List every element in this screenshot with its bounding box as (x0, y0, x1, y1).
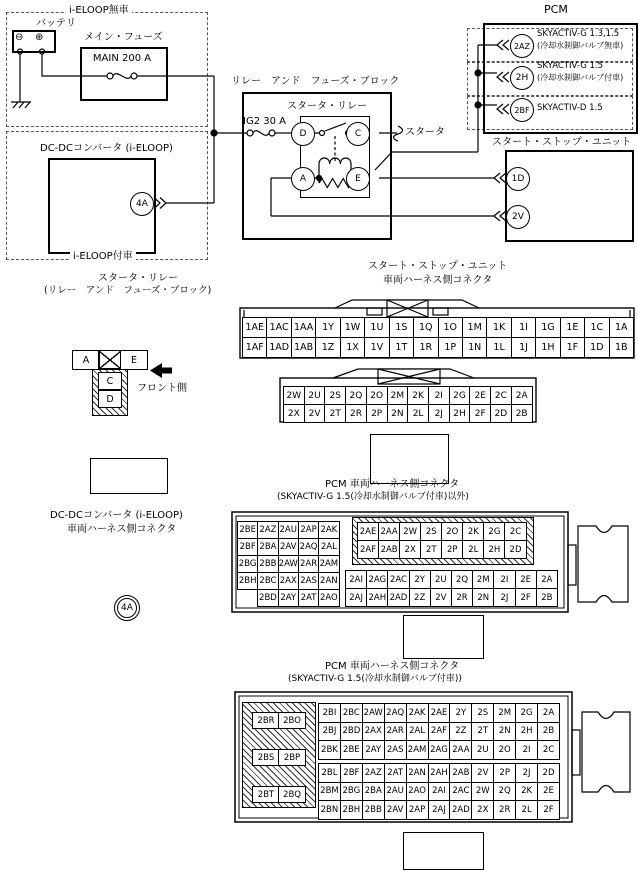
starter-label: スタータ (405, 127, 445, 138)
pin-cell: 2A (536, 571, 557, 589)
pin-cell: 2Y (450, 704, 472, 723)
pin-cell: 2B (536, 589, 557, 607)
pcm-variant-2-line2: (冷却水制御バルブ付車) (537, 73, 624, 82)
relay-pin-c: C (346, 122, 370, 146)
pin-cell: 2V (304, 405, 325, 423)
pin-cell: 2T (421, 541, 442, 559)
pin-cell: 2AB (450, 764, 472, 783)
relay-connector-pin-c: C (98, 372, 122, 390)
ssu-connector-title1: スタート・ストップ・ユニット (368, 261, 508, 272)
pin-cell: 2AM (406, 741, 428, 760)
dcdc-pin-4a: 4A (130, 192, 154, 216)
pin-cell: 1R (414, 338, 438, 358)
pcm-b-right-bottom-grid (318, 763, 560, 820)
pin-cell: 2L (463, 541, 484, 559)
pin-cell: 2I (428, 387, 449, 405)
pin-cell: 2P (442, 541, 463, 559)
pin-cell: 2S (472, 704, 494, 723)
pin-cell: 2AW (278, 556, 298, 573)
pin-cell: 1C (585, 318, 609, 338)
pin-cell: 2A (511, 387, 532, 405)
pin-cell: 2I (494, 571, 515, 589)
pin-cell: 2M (387, 387, 408, 405)
connector-in-chevron-icon (494, 211, 506, 221)
pin-cell: 2P (494, 764, 516, 783)
pin-cell: 2AL (406, 722, 428, 741)
pcm-pin-2az: 2AZ (510, 34, 534, 58)
relay-pin-e: E (346, 167, 370, 191)
mount-tab (578, 526, 628, 602)
pin-cell: 2AT (298, 590, 318, 607)
pin-cell: 1AB (291, 338, 315, 358)
pin-cell: 1P (438, 338, 462, 358)
pin-cell: 1T (389, 338, 413, 358)
front-side-label: フロント側 (137, 383, 187, 394)
pin-cell: 2C (538, 741, 560, 760)
pin-cell: 2K (408, 387, 429, 405)
pin-cell: 2W (472, 782, 494, 801)
relay-connector-keyway (98, 350, 122, 370)
pin-cell: 2BE (238, 522, 258, 539)
pin-cell: 1G (536, 318, 560, 338)
pin-cell: 1F (560, 338, 584, 358)
pin-cell: 2Z (409, 589, 430, 607)
relay-connector-title2: (リレー アンド フューズ・ブロック) (44, 285, 212, 296)
pin-cell: 2L (516, 801, 538, 820)
pcm-b-pin-2bo: 2BO (278, 712, 306, 729)
pin-cell: 2AN (406, 764, 428, 783)
pin-cell: 2AD (450, 801, 472, 820)
pcm-b-connector-icon (403, 832, 484, 870)
pin-cell: 2T (472, 722, 494, 741)
pcm-variant-1-line2: (冷却水制御バルブ無車) (537, 41, 624, 50)
pin-cell: 2AO (406, 782, 428, 801)
pin-cell: 2F (515, 589, 536, 607)
pin-cell: 2T (325, 405, 346, 423)
pin-cell: 2BH (340, 801, 362, 820)
battery-label: バッテリ (36, 18, 76, 29)
pin-cell: 2O (494, 741, 516, 760)
connector-in-chevron-icon (497, 72, 509, 82)
pin-cell: 1AE (243, 318, 267, 338)
pin-cell: 2BC (340, 704, 362, 723)
pin-cell: 1E (560, 318, 584, 338)
pin-cell: 2AQ (384, 704, 406, 723)
pin-cell: 2AG (428, 741, 450, 760)
connector-in-chevron-icon (497, 104, 509, 114)
pin-cell: 2E (470, 387, 491, 405)
pin-cell: 1Y (316, 318, 340, 338)
pin-cell: 2B (511, 405, 532, 423)
pcm-a-title1: PCM 車両ハーネス側コネクタ (325, 479, 460, 490)
pin-cell: 2H (449, 405, 470, 423)
pin-cell: 2N (473, 589, 494, 607)
pin-cell: 2A (538, 704, 560, 723)
pin-cell: 2AY (278, 590, 298, 607)
relay-pin-a: A (291, 167, 315, 191)
pcm-variant-2-line1: SKYACTIV-G 1.5 (537, 61, 603, 71)
pin-cell: 2F (470, 405, 491, 423)
ssu-pin-1d: 1D (506, 167, 530, 191)
pin-cell: 2Z (450, 722, 472, 741)
pin-cell: 2L (408, 405, 429, 423)
fuse-icon (253, 131, 269, 136)
ground-icon (11, 102, 31, 108)
pcm-variant-3-line1: SKYACTIV-D 1.5 (537, 103, 603, 113)
pin-cell: 2H (516, 722, 538, 741)
pin-cell: 2AA (379, 523, 400, 541)
pcm-a-right-top-grid (357, 522, 527, 559)
switch-blade (325, 123, 346, 131)
pcm-b-pin-2bq: 2BQ (278, 786, 306, 803)
pin-cell: 2AV (384, 801, 406, 820)
pin-cell: 1X (340, 338, 364, 358)
pin-cell: 2V (472, 764, 494, 783)
pin-cell: 2BC (258, 573, 278, 590)
pin-cell: 2AS (384, 741, 406, 760)
pin-cell: 2AR (298, 556, 318, 573)
pin-cell: 1H (536, 338, 560, 358)
main-fuse-value: MAIN 200 A (92, 53, 152, 64)
pin-cell: 2D (491, 405, 512, 423)
pin-cell: 2AG (367, 571, 388, 589)
pin-cell: 1K (487, 318, 511, 338)
pin-cell: 2AI (428, 782, 450, 801)
pcm-b-pin-2br: 2BR (252, 712, 280, 729)
dcdc-connector-pin-4a: 4A (117, 598, 137, 618)
ssu-connector-icon (370, 434, 449, 484)
ssu-title: スタート・ストップ・ユニット (492, 137, 632, 148)
pin-cell: 2BB (362, 801, 384, 820)
pin-cell: 2C (505, 523, 526, 541)
pin-cell: 2W (400, 523, 421, 541)
pin-cell: 1A (609, 318, 633, 338)
pin-cell: 1AA (291, 318, 315, 338)
with-ieloop-label: i-ELOOP付車 (70, 251, 136, 263)
pin-cell: 2AC (450, 782, 472, 801)
pin-cell: 2AD (388, 589, 409, 607)
pin-cell: 1B (609, 338, 633, 358)
dcdc-connector-title2: 車両ハーネス側コネクタ (67, 524, 177, 535)
pin-cell: 2B (538, 722, 560, 741)
pin-cell: 2BF (340, 764, 362, 783)
pin-cell: 2AU (278, 522, 298, 539)
dcdc-connector-title1: DC-DCコンバータ (i-ELOOP) (50, 510, 183, 521)
pcm-variant-1-line1: SKYACTIV-G 1.3,1.5 (537, 29, 620, 39)
pcm-a-title2: (SKYACTIV-G 1.5(冷却水制御バルブ付車)以外) (277, 492, 469, 502)
pin-cell: 1AF (243, 338, 267, 358)
pin-cell: 2AZ (258, 522, 278, 539)
relay-connector-pin-e: E (120, 350, 148, 370)
pcm-a-right-bottom-grid (345, 570, 558, 607)
pin-cell: 2U (472, 741, 494, 760)
pcm-a-connector-icon (403, 615, 484, 659)
pin-cell: 2AC (388, 571, 409, 589)
pin-cell: 2BG (340, 782, 362, 801)
mount-tab (582, 712, 630, 792)
pin-cell: 2O (366, 387, 387, 405)
pin-cell: 2BD (258, 590, 278, 607)
pin-cell: 2BA (362, 782, 384, 801)
pin-cell: 2R (451, 589, 472, 607)
pin-cell: 1W (340, 318, 364, 338)
pin-cell: 1Q (414, 318, 438, 338)
pin-cell: 2AR (384, 722, 406, 741)
pin-cell: 1U (365, 318, 389, 338)
pin-cell: 2M (473, 571, 494, 589)
pin-cell: 1Z (316, 338, 340, 358)
pin-cell: 2AP (298, 522, 318, 539)
ssu-connector-grid-1 (242, 317, 634, 358)
pin-cell: 2AU (384, 782, 406, 801)
pin-cell: 2K (516, 782, 538, 801)
relay-connector-pin-d: D (98, 390, 122, 408)
pcm-b-right-top-grid (318, 703, 560, 760)
pin-cell: 2AA (450, 741, 472, 760)
pin-cell: 2M (494, 704, 516, 723)
pin-cell: 2AF (358, 541, 379, 559)
pin-cell: 1AC (267, 318, 291, 338)
ssu-connector-title2: 車両ハーネス側コネクタ (383, 275, 493, 286)
pcm-b-title1: PCM 車両ハーネス側コネクタ (325, 661, 460, 672)
pin-cell: 2K (463, 523, 484, 541)
pcm-b-pin-2bs: 2BS (252, 749, 280, 766)
pin-cell: 2AV (278, 539, 298, 556)
pin-cell: 2C (491, 387, 512, 405)
pin-cell: 2N (494, 722, 516, 741)
empty-cell (238, 590, 258, 607)
pcm-a-left-grid (237, 521, 340, 607)
pcm-b-title2: (SKYACTIV-G 1.5(冷却水制御バルブ付車)) (288, 674, 462, 684)
pin-cell: 1AD (267, 338, 291, 358)
pin-cell: 2AI (346, 571, 367, 589)
ssu-connector-grid-2 (283, 386, 533, 423)
pin-cell: 2BI (319, 704, 341, 723)
pin-cell: 2R (346, 405, 367, 423)
pin-cell: 2BF (238, 539, 258, 556)
pin-cell: 2X (400, 541, 421, 559)
pin-cell: 2AZ (362, 764, 384, 783)
pin-cell: 2V (430, 589, 451, 607)
pin-cell: 2BA (258, 539, 278, 556)
pin-cell: 2X (472, 801, 494, 820)
pin-cell: 2BK (319, 741, 341, 760)
pin-cell: 2AS (298, 573, 318, 590)
pin-cell: 2G (449, 387, 470, 405)
pin-cell: 2F (538, 801, 560, 820)
pin-cell: 2AJ (346, 589, 367, 607)
pin-cell: 2O (442, 523, 463, 541)
pin-cell: 2AW (362, 704, 384, 723)
pin-cell: 2BN (319, 801, 341, 820)
pin-cell: 2BJ (319, 722, 341, 741)
pin-cell: 2AE (358, 523, 379, 541)
pin-cell: 2AX (278, 573, 298, 590)
pin-cell: 2AT (384, 764, 406, 783)
pin-cell: 2S (325, 387, 346, 405)
pin-cell: 2AN (319, 573, 339, 590)
pin-cell: 2G (484, 523, 505, 541)
pin-cell: 1J (511, 338, 535, 358)
relay-connector-pin-a: A (72, 350, 100, 370)
pin-cell: 1V (365, 338, 389, 358)
pin-cell: 2Q (494, 782, 516, 801)
pin-cell: 2D (538, 764, 560, 783)
pin-cell: 2D (505, 541, 526, 559)
pin-cell: 2AO (319, 590, 339, 607)
pin-cell: 2BB (258, 556, 278, 573)
pcm-title: PCM (544, 3, 568, 16)
pin-cell: 2H (484, 541, 505, 559)
pin-cell: 2G (516, 704, 538, 723)
battery-minus-icon: ⊖ (15, 32, 24, 43)
pin-cell: 2BE (340, 741, 362, 760)
pin-cell: 2BH (238, 573, 258, 590)
pin-cell: 1S (389, 318, 413, 338)
pin-cell: 2U (430, 571, 451, 589)
relay-block-label: リレー アンド フューズ・ブロック (231, 76, 400, 87)
pcm-pin-2h: 2H (510, 66, 534, 90)
pin-cell: 2BG (238, 556, 258, 573)
pin-cell: 1O (438, 318, 462, 338)
pin-cell: 2AH (367, 589, 388, 607)
pin-cell: 2AH (428, 764, 450, 783)
connector-in-chevron-icon (494, 173, 506, 183)
pin-cell: 2P (366, 405, 387, 423)
pin-cell: 2J (428, 405, 449, 423)
pin-cell: 2AK (406, 704, 428, 723)
pin-cell: 2AE (428, 704, 450, 723)
pin-cell: 2BD (340, 722, 362, 741)
connector-in-chevron-icon (497, 40, 509, 50)
main-fuse-label: メイン・フューズ (84, 32, 163, 43)
pin-cell: 1N (462, 338, 486, 358)
pin-cell: 2S (421, 523, 442, 541)
battery-main-wires (11, 49, 217, 209)
starter-relay-label: スタータ・リレー (287, 101, 367, 112)
pin-cell: 2Y (409, 571, 430, 589)
pin-cell: 2E (515, 571, 536, 589)
ig2-fuse-label: IG2 30 A (243, 116, 286, 127)
pin-cell: 2AP (406, 801, 428, 820)
no-ieloop-label: i-ELOOP無車 (66, 5, 132, 17)
pin-cell: 2J (494, 589, 515, 607)
pin-cell: 2I (516, 741, 538, 760)
front-direction-arrow-icon (150, 363, 172, 378)
pin-cell: 2BM (319, 782, 341, 801)
pin-cell: 2AM (319, 556, 339, 573)
pcm-b-pin-2bt: 2BT (252, 786, 280, 803)
pin-cell: 2X (284, 405, 305, 423)
pin-cell: 2BL (319, 764, 341, 783)
pin-cell: 2Q (346, 387, 367, 405)
pin-cell: 2AF (428, 722, 450, 741)
pin-cell: 2U (304, 387, 325, 405)
fuse-icon (113, 74, 131, 79)
pin-cell: 2AL (319, 539, 339, 556)
ssu-pin-2v: 2V (506, 205, 530, 229)
pin-cell: 2W (284, 387, 305, 405)
pin-cell: 2AX (362, 722, 384, 741)
battery-plus-icon: ⊕ (35, 32, 44, 43)
pin-cell: 2R (494, 801, 516, 820)
junction-dot (211, 130, 217, 136)
pin-cell: 2AK (319, 522, 339, 539)
pin-cell: 1D (585, 338, 609, 358)
pin-cell: 2AQ (298, 539, 318, 556)
connector-out-chevron-icon (154, 198, 166, 209)
pin-cell: 2J (516, 764, 538, 783)
relay-pin-d: D (291, 122, 315, 146)
relay-connector-title1: スタータ・リレー (98, 273, 178, 284)
pin-cell: 2AJ (428, 801, 450, 820)
pin-cell: 2AY (362, 741, 384, 760)
pin-cell: 1L (487, 338, 511, 358)
relay-connector-icon (90, 458, 168, 494)
pcm-pin-2bf: 2BF (510, 98, 534, 122)
pin-cell: 2AB (379, 541, 400, 559)
pin-cell: 2Q (451, 571, 472, 589)
pin-cell: 1M (462, 318, 486, 338)
pcm-b-pin-2bp: 2BP (278, 749, 306, 766)
pin-cell: 2N (387, 405, 408, 423)
pin-cell: 1I (511, 318, 535, 338)
pin-cell: 2E (538, 782, 560, 801)
dcdc-title: DC-DCコンバータ (i-ELOOP) (40, 143, 173, 154)
